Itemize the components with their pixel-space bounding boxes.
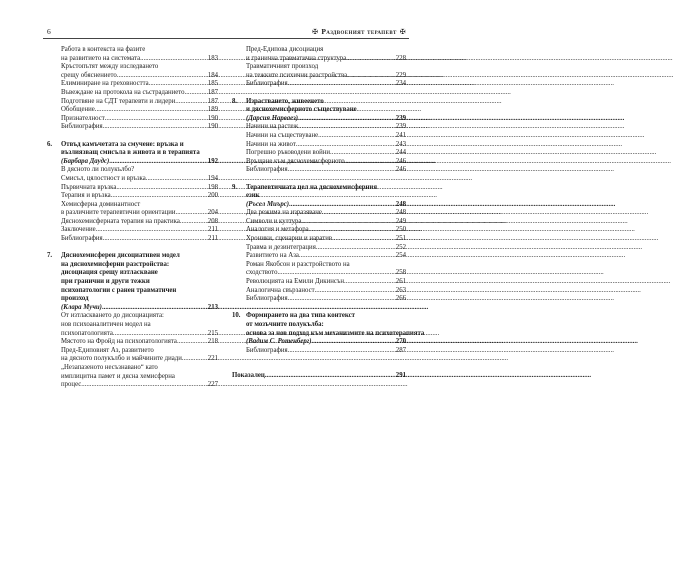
toc-entry-title: психопатологията <box>61 329 113 337</box>
toc-entry[interactable] <box>232 72 406 81</box>
toc-entry[interactable] <box>232 132 406 141</box>
chapter-6[interactable] <box>47 141 218 167</box>
toc-entry-page: 187 <box>207 88 218 96</box>
toc-entry[interactable] <box>232 149 406 158</box>
toc-entry[interactable] <box>232 347 406 356</box>
toc-entry-page: 227 <box>207 381 218 389</box>
running-header <box>312 27 406 36</box>
toc-entry-title: на развитието на системата <box>61 54 141 62</box>
toc-entry-page: 258 <box>395 269 406 277</box>
toc-entry-title: Аналогия и метафора <box>246 226 309 234</box>
toc-entry[interactable] <box>47 184 218 193</box>
toc-entry[interactable] <box>232 141 406 150</box>
toc-entry-title: Терапия и връзка <box>61 192 111 200</box>
toc-entry-page: 248 <box>395 209 406 217</box>
chapter-author: (Дарсия Нарваез) <box>246 114 299 122</box>
toc-entry-page: 261 <box>395 278 406 286</box>
toc-entry-page: 208 <box>207 217 218 225</box>
toc-entry[interactable] <box>47 381 218 390</box>
chapter-title-line: и дяснохемисферното съществуване <box>246 106 357 114</box>
toc-entry-page: 251 <box>395 235 406 243</box>
chapter-author-line <box>61 158 218 167</box>
toc-entry-title: Обобщение <box>61 106 95 114</box>
chapter-title-line: от мозъчните полукълба: <box>246 321 324 328</box>
toc-entry-title: Хроники, сценарии и наратив <box>246 235 333 243</box>
chapter-title-line: Отвъд камъчетата за смучене: връзка и <box>61 140 184 148</box>
toc-entry-page: 211 <box>208 226 218 234</box>
ornament-icon-left: ✠ <box>312 27 319 36</box>
toc-entry[interactable] <box>47 330 218 339</box>
ornament-icon-right: ✠ <box>399 27 406 36</box>
toc-entry-title: Начини на растеж <box>246 123 299 131</box>
chapter-title-line: Формирането на два типа контекст <box>246 312 356 320</box>
chapter-number: 9. <box>232 183 238 191</box>
toc-entry-title: процес <box>61 381 82 389</box>
toc-entry-page: 194 <box>207 174 218 182</box>
toc-entry-line: От изтласкването до дисоциацията: <box>61 312 164 320</box>
chapter-number: 8. <box>232 97 238 105</box>
index-page: 291 <box>395 372 406 379</box>
toc-entry-page: 287 <box>395 346 406 354</box>
toc-entry-title: Дяснохемисферната терапия на практика <box>61 217 180 225</box>
toc-entry-line: Кръстопътят между изследването <box>61 63 159 71</box>
toc-entry-title: Библиография <box>246 346 288 354</box>
toc-entry[interactable] <box>232 166 406 175</box>
chapter-author-line <box>246 115 406 124</box>
chapter-number: 6. <box>47 140 53 148</box>
toc-entry-page: 244 <box>395 149 406 157</box>
toc-entry[interactable] <box>232 235 406 244</box>
toc-entry-title: Библиография <box>246 166 288 174</box>
toc-entry-line: В дясното ли полукълбо? <box>61 166 135 174</box>
chapter-title-line: възлиязващ смисъла в живота и в терапията <box>61 149 200 157</box>
toc-entry-line: Пред-Едиповият Аз, развитието <box>61 346 154 354</box>
toc-entry-line: нов психоаналитичен модел на <box>61 321 151 328</box>
chapter-9[interactable] <box>232 184 406 210</box>
toc-entry-page: 239 <box>395 123 406 131</box>
chapter-6-entries <box>47 166 218 243</box>
chapter-number: 7. <box>47 252 53 260</box>
chapter-10[interactable] <box>232 312 425 346</box>
toc-entry-page: 204 <box>207 209 218 217</box>
toc-entry[interactable] <box>232 55 406 64</box>
toc-entry-line: имплицитна памет и дясна хемисферна <box>61 372 175 380</box>
toc-entry-title: Аналогична свързаност <box>246 286 315 294</box>
toc-entry-page: 215 <box>207 329 218 337</box>
chapter-8-entries <box>232 123 406 175</box>
toc-entry[interactable] <box>47 218 218 227</box>
chapter-7-entries <box>47 312 218 389</box>
chapter-8[interactable] <box>232 98 406 124</box>
chapter-page: 248 <box>395 200 406 208</box>
toc-entry-title: и гранична травматична структура <box>246 54 347 62</box>
toc-entry-title: Начини на живот <box>246 140 296 148</box>
chapter-author-line <box>246 338 406 347</box>
toc-entry-page: 218 <box>207 338 218 346</box>
toc-entry[interactable] <box>232 218 406 227</box>
toc-entry[interactable] <box>232 269 406 278</box>
toc-entry-title: Травма и дезинтеграция <box>246 243 316 251</box>
toc-entry[interactable] <box>47 106 218 115</box>
toc-entry[interactable] <box>47 98 218 107</box>
toc-entry[interactable] <box>232 123 406 132</box>
toc-entry-title: Библиография <box>61 235 103 243</box>
index-label: Показалец <box>232 372 265 379</box>
chapter-title-line: психопатологии с ранен травматичен <box>61 286 177 294</box>
toc-entry-title: Революцията на Емили Дикинсън <box>246 278 345 286</box>
toc-entry-page: 185 <box>207 80 218 88</box>
chapter-page: 192 <box>207 157 218 165</box>
toc-entry[interactable] <box>47 55 218 64</box>
toc-continued-entries <box>47 46 218 132</box>
toc-entry[interactable] <box>47 80 218 89</box>
toc-entry[interactable] <box>47 338 218 347</box>
toc-entry-title: Първичната връзка <box>61 183 117 191</box>
toc-entry-title: Смисъл, цялостност и връзка <box>61 174 146 182</box>
chapter-author: (Вадим С. Ротенберг) <box>246 338 312 346</box>
chapter-7[interactable] <box>47 252 218 312</box>
toc-entry[interactable] <box>232 244 406 253</box>
toc-entry-title: Библиография <box>61 123 103 131</box>
chapter-author: (Барбара Даудс) <box>61 157 110 165</box>
toc-entry-page: 263 <box>395 286 406 294</box>
toc-entry-page: 183 <box>207 54 218 62</box>
chapter-title-line: основа за нов подход към механизмите на психотерапията <box>246 329 425 337</box>
chapter-title-line: Дяснохемисферен дисоциативен модел <box>61 252 180 260</box>
toc-entry-page: 241 <box>395 131 406 139</box>
toc-entry[interactable] <box>232 158 406 167</box>
chapter-9-entries <box>232 209 406 304</box>
toc-entry[interactable] <box>232 80 406 89</box>
toc-entry-page: 198 <box>207 183 218 191</box>
toc-entry[interactable] <box>232 278 406 287</box>
toc-entry-line: Травматичният произход <box>246 63 319 71</box>
toc-entry-title: Библиография <box>246 295 288 303</box>
chapter-title-line: дисоциация срещу изтласкване <box>61 269 158 277</box>
chapter-page: 239 <box>395 114 406 122</box>
chapter-page: 270 <box>395 338 406 346</box>
toc-entry[interactable] <box>47 115 218 124</box>
toc-entry[interactable] <box>47 192 218 201</box>
toc-entry-title: Мястото на Фройд на психопатологията <box>61 338 177 346</box>
toc-entry[interactable] <box>47 209 218 218</box>
toc-entry[interactable] <box>232 252 406 261</box>
chapter-author-line <box>246 201 406 210</box>
toc-entry[interactable] <box>232 287 406 296</box>
toc-entry[interactable] <box>47 226 218 235</box>
chapter-author-line <box>61 304 218 313</box>
toc-entry-title: Два режима на изразяване <box>246 209 322 217</box>
toc-entry-page: 243 <box>395 140 406 148</box>
chapter-title-line: език <box>246 192 260 200</box>
toc-entry-page: 221 <box>207 355 218 363</box>
running-title: Раздвоеният терапевт <box>321 27 397 36</box>
toc-entry-title: Заключение <box>61 226 96 234</box>
toc-entry-title: Връщане към дяснохемисферното <box>246 157 345 165</box>
toc-continued-entries-right <box>232 46 406 89</box>
toc-entry[interactable] <box>232 295 406 304</box>
toc-entry-page: 249 <box>395 217 406 225</box>
toc-entry-page: 254 <box>395 252 406 260</box>
index-entry[interactable] <box>232 372 406 381</box>
toc-entry-page: 246 <box>395 157 406 165</box>
chapter-title-line: на дяснохемисферни разстройства: <box>61 260 170 268</box>
toc-entry-page: 211 <box>208 235 218 243</box>
toc-entry-line: „Незапазеното несъзнавано“ като <box>61 363 158 371</box>
toc-entry-title: Начини на съществуване <box>246 131 319 139</box>
toc-entry-page: 187 <box>207 97 218 105</box>
toc-entry-page: 252 <box>395 243 406 251</box>
toc-right-column <box>232 46 425 355</box>
chapter-page: 213 <box>207 303 218 311</box>
toc-entry-page: 190 <box>207 123 218 131</box>
toc-entry-page: 234 <box>395 80 406 88</box>
toc-entry-title: на дясното полукълбо и майчините диади <box>61 355 182 363</box>
toc-entry-title: сходството <box>246 269 278 277</box>
toc-entry-line: Хемисферна доминантност <box>61 200 141 208</box>
toc-entry-page: 189 <box>207 106 218 114</box>
chapter-title-line: произход <box>61 295 89 303</box>
toc-entry[interactable] <box>47 72 218 81</box>
toc-entry[interactable] <box>232 226 406 235</box>
toc-entry-title: Признателност <box>61 114 105 122</box>
toc-entry-page: 266 <box>395 295 406 303</box>
chapter-author: (Ръсел Миърс) <box>246 200 290 208</box>
toc-entry-title: Библиография <box>246 80 288 88</box>
toc-entry-page: 250 <box>395 226 406 234</box>
toc-entry[interactable] <box>232 209 406 218</box>
toc-left-column <box>47 46 218 390</box>
toc-entry-title: Развитието на Аза <box>246 252 299 260</box>
toc-entry-page: 246 <box>395 166 406 174</box>
toc-entry[interactable] <box>47 175 218 184</box>
toc-entry-line: Пред-Едипова дисоциация <box>246 46 324 53</box>
toc-entry-line: Работа в контекста на фазите <box>61 46 146 53</box>
toc-entry-page: 228 <box>395 54 406 62</box>
toc-entry[interactable] <box>47 89 218 98</box>
chapter-10-entries <box>232 347 406 356</box>
chapter-title-line: Терапевтичната цел на дяснохемисферния <box>246 183 378 191</box>
chapter-title-line: при гранични и други тежки <box>61 278 150 286</box>
toc-entry-title: Погрешно ръководени войни <box>246 149 331 157</box>
toc-entry-title: срещу обяснението <box>61 71 117 79</box>
toc-entry-line: Роман Якобсон и разстройството на <box>246 260 350 268</box>
header-rule <box>43 38 409 39</box>
toc-entry-page: 229 <box>395 71 406 79</box>
toc-entry-title: Елиминиране на греховността <box>61 80 149 88</box>
toc-entry-title: на тежките психични разстройства <box>246 71 348 79</box>
toc-entry[interactable] <box>47 355 218 364</box>
chapter-title-line: Израстването, живеенето <box>246 97 324 105</box>
chapter-number: 10. <box>232 312 241 320</box>
toc-entry-page: 190 <box>207 114 218 122</box>
toc-entry-page: 200 <box>207 192 218 200</box>
toc-entry-title: Подготвяне на СДТ терапевти и лидери <box>61 97 176 105</box>
toc-entry-title: в различните терапевтични ориентации <box>61 209 176 217</box>
toc-entry[interactable] <box>47 235 218 244</box>
toc-entry[interactable] <box>47 123 218 132</box>
toc-entry-page: 184 <box>207 71 218 79</box>
toc-entry-title: Символи и култура <box>246 217 302 225</box>
page-number: 6 <box>47 27 51 36</box>
toc-entry-title: Въвеждане на протокола на състраданието <box>61 88 185 96</box>
chapter-author: (Клара Мучи) <box>61 303 102 311</box>
